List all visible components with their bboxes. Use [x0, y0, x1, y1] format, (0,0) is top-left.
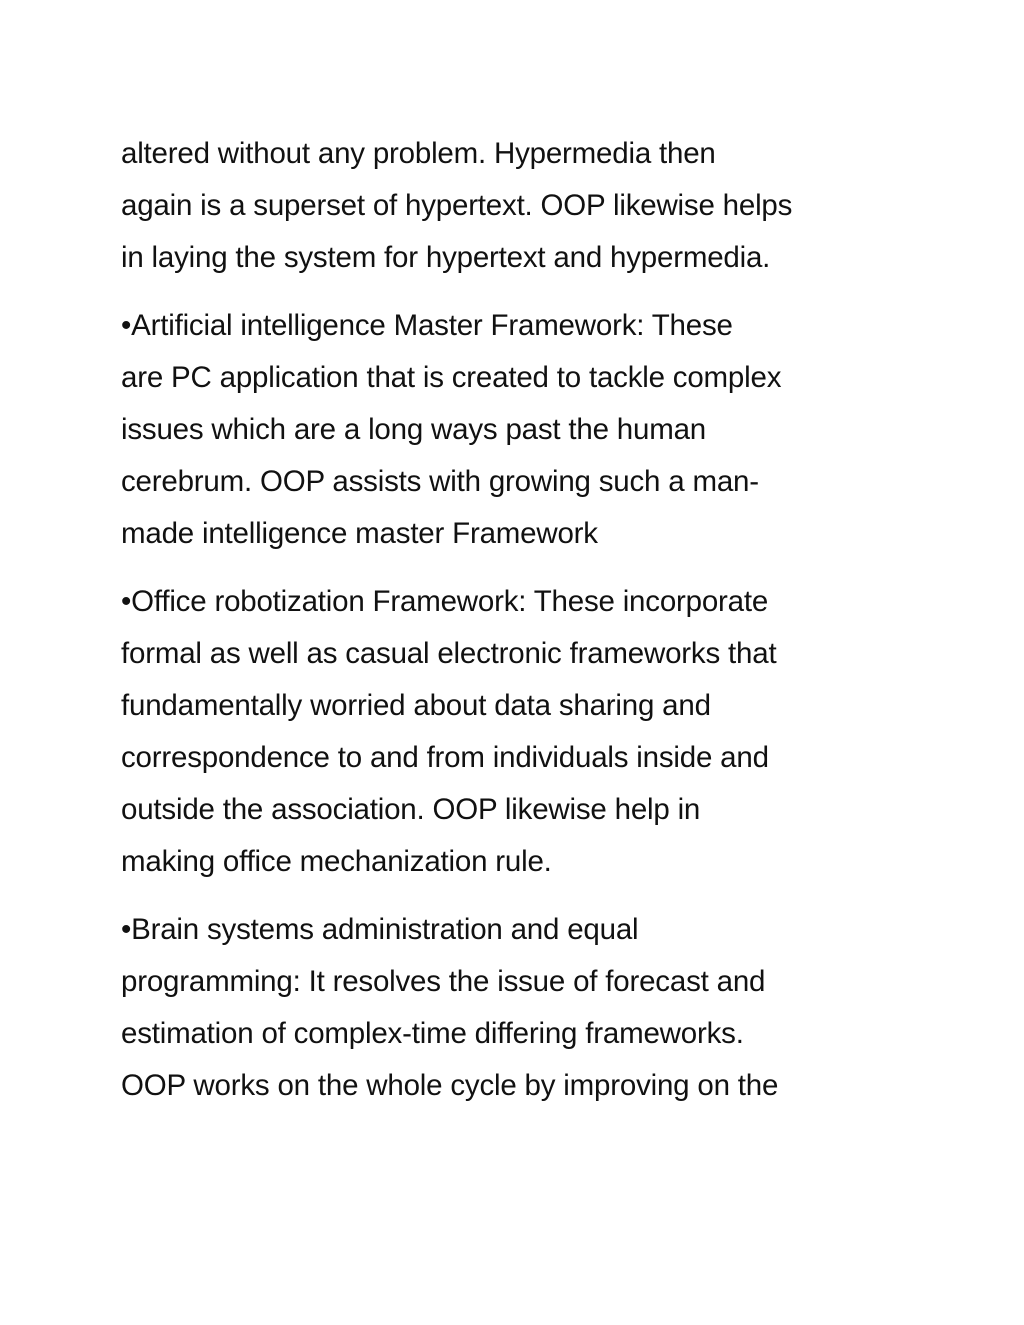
text-line: •Office robotization Framework: These incorporate [121, 585, 769, 618]
text-line: formal as well as casual electronic frameworks that [121, 637, 777, 670]
text-line: altered without any problem. Hypermedia then [121, 137, 716, 170]
text-line: programming: It resolves the issue of forecast and [121, 965, 766, 998]
text-line: issues which are a long ways past the human [121, 413, 707, 446]
text-line: are PC application that is created to tackle complex [121, 361, 782, 394]
text-line: correspondence to and from individuals inside and [121, 741, 769, 774]
document-body [121, 128, 911, 1128]
text-line: cerebrum. OOP assists with growing such a man- [121, 465, 759, 498]
paragraph-ai-master-framework [121, 300, 911, 560]
paragraph-hypermedia [121, 128, 911, 284]
text-line: in laying the system for hypertext and hypermedia. [121, 241, 771, 274]
text-line: •Brain systems administration and equal [121, 913, 639, 946]
paragraph-brain-systems [121, 904, 911, 1112]
text-line: made intelligence master Framework [121, 517, 598, 550]
text-line: again is a superset of hypertext. OOP likewise helps [121, 189, 793, 222]
text-line: •Artificial intelligence Master Framework: These [121, 309, 733, 342]
text-line: making office mechanization rule. [121, 845, 552, 878]
text-line: estimation of complex-time differing frameworks. [121, 1017, 744, 1050]
text-line: OOP works on the whole cycle by improving on the [121, 1069, 779, 1102]
paragraph-office-robotization [121, 576, 911, 888]
text-line: outside the association. OOP likewise help in [121, 793, 701, 826]
text-line: fundamentally worried about data sharing and [121, 689, 711, 722]
